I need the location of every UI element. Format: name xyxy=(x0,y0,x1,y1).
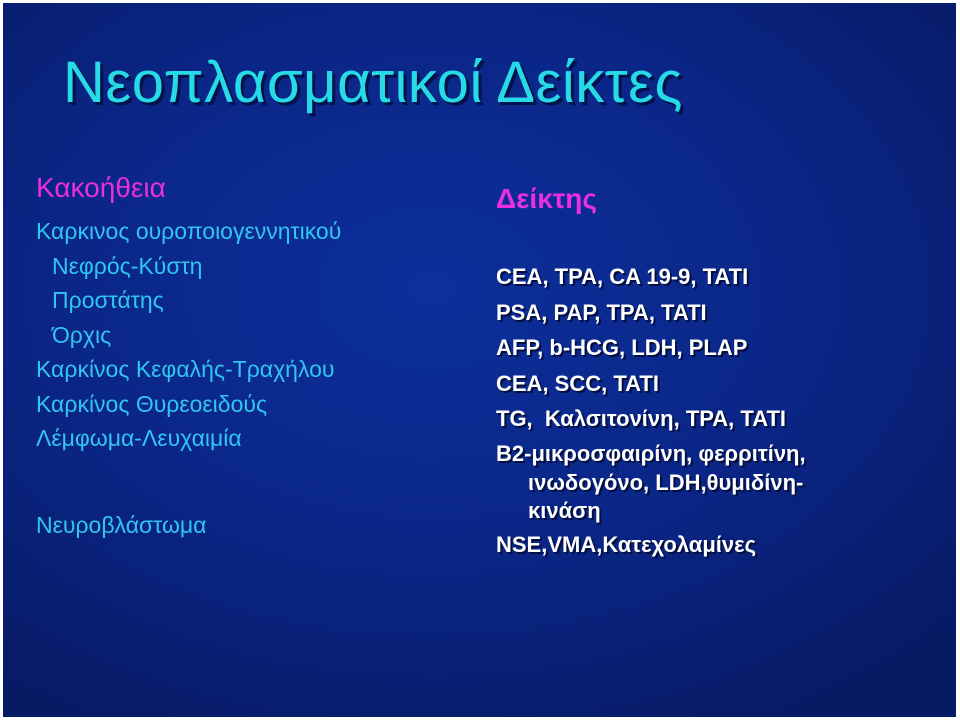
marker-line-continued: κινάση xyxy=(528,497,601,523)
malignancy-heading: Κακοήθεια xyxy=(36,172,166,203)
malignancy-item: Καρκίνος Θυρεοειδούς xyxy=(36,390,268,417)
marker-heading: Δείκτης xyxy=(496,183,597,214)
marker-item: TG, Καλσιτονίνη, TPA, TATI xyxy=(496,406,787,431)
malignancy-item: Προστάτης xyxy=(52,287,164,313)
malignancy-item: Καρκίνος Κεφαλής-Τραχήλου xyxy=(36,356,335,382)
marker-item-multiline xyxy=(496,439,936,525)
marker-line: Β2-μικροσφαιρίνη, φερριτίνη, xyxy=(496,440,806,466)
marker-item: AFP, b-HCG, LDH, PLAP xyxy=(496,335,748,360)
marker-item: NSE,VMA,Κατεχολαμίνες xyxy=(496,531,757,557)
marker-column xyxy=(496,183,936,562)
marker-item: CEA, TPA, CA 19-9, TATI xyxy=(496,264,749,289)
malignancy-item: Όρχις xyxy=(52,321,112,348)
malignancy-item: Λέμφωμα-Λευχαιμία xyxy=(36,425,242,451)
slide-title: Νεοπλασματικοί Δείκτες xyxy=(63,50,683,115)
malignancy-column xyxy=(36,172,476,542)
malignancy-item: Νεφρός-Κύστη xyxy=(52,252,203,279)
marker-item: CEA, SCC, TATI xyxy=(496,370,659,396)
marker-line-continued: ινωδογόνο, LDH,θυμιδίνη- xyxy=(528,469,804,495)
malignancy-item: Καρκινος ουροποιογεννητικού xyxy=(36,218,342,244)
slide xyxy=(3,3,956,717)
marker-item: PSA, PAP, TPA, TATI xyxy=(496,299,707,325)
marker-list xyxy=(496,259,936,562)
malignancy-item: Νευροβλάστωμα xyxy=(36,511,207,538)
